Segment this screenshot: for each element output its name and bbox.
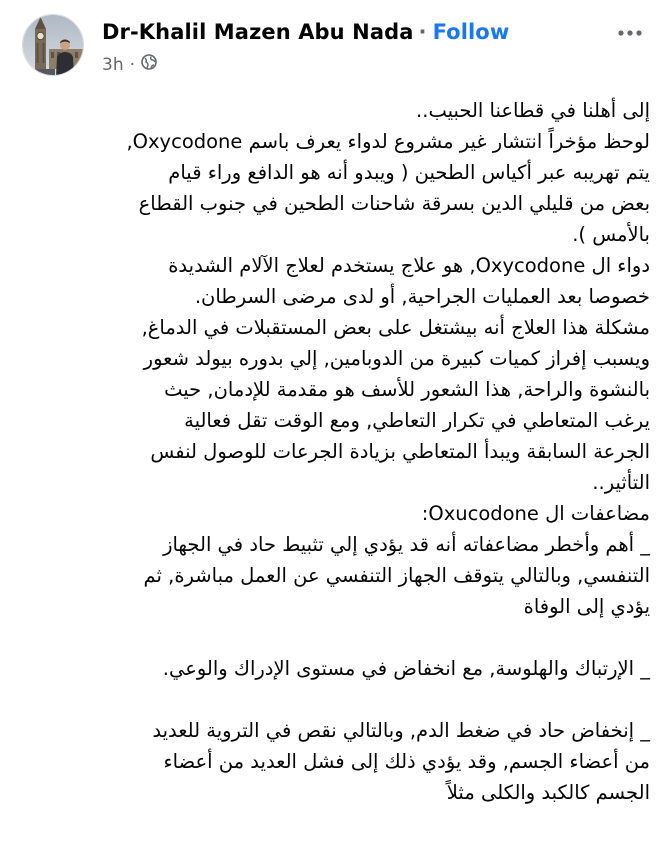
follow-button[interactable]: Follow xyxy=(432,20,510,44)
post-timestamp[interactable]: 3h xyxy=(102,54,124,75)
avatar[interactable] xyxy=(22,14,84,76)
post-line: من أعضاء الجسم, وقد يؤدي ذلك إلى فشل العديد من أعضاء xyxy=(163,750,650,773)
post-line: _ الإرتباك والهلوسة, مع انخفاض في مستوى الإدراك والوعي. xyxy=(162,657,650,680)
post-line: يؤدي إلى الوفاة xyxy=(523,595,650,618)
more-options-icon xyxy=(617,29,643,37)
post-blank-line xyxy=(22,622,650,653)
post-line: يتم تهريبه عبر أكياس الطحين ( ويبدو أنه هو الدافع وراء قيام xyxy=(168,161,650,184)
avatar-photo xyxy=(23,15,84,76)
separator-dot: · xyxy=(418,20,427,44)
post-line: بالنشوة والراحة, هذا الشعور للأسف هو مقدمة للإدمان, حيث xyxy=(164,378,650,401)
post-line: مشكلة هذا العلاج أنه بيشتغل على بعض المستقبلات في الدماغ, xyxy=(141,316,650,339)
post-line: إلى أهلنا في قطاعنا الحبيب.. xyxy=(416,99,650,122)
post-line: بالأمس ). xyxy=(572,223,650,246)
post-line: ويسبب إفراز كميات كبيرة من الدوبامين, إلي بدوره بيولد شعور xyxy=(143,347,650,370)
post-line: لوحظ مؤخراً انتشار غير مشروع لدواء يعرف باسم Oxycodone, xyxy=(126,130,650,153)
post-blank-line xyxy=(22,684,650,715)
post-text xyxy=(22,95,650,808)
meta-separator-dot: · xyxy=(129,54,135,75)
post-line: خصوصا بعد العمليات الجراحية, أو لدى مرضى السرطان. xyxy=(194,285,650,308)
post-line: التنفسي, وبالتالي يتوقف الجهاز التنفسي عن العمل مباشرة, ثم xyxy=(143,564,650,587)
post-line: بعض من قليلي الدين بسرقة شاحنات الطحين في جنوب القطاع xyxy=(138,192,650,215)
post-line: مضاعفات ال Oxucodone: xyxy=(421,502,650,525)
post-line: _ أهم وأخطر مضاعفاته أنه قد يؤدي إلي تثبيط حاد في الجهاز xyxy=(163,533,650,556)
post-line: _ إنخفاض حاد في ضغط الدم, وبالتالي نقص في التروية للعديد xyxy=(152,719,650,742)
post-line: التأثير.. xyxy=(592,471,650,494)
author-line xyxy=(102,20,509,44)
post-meta xyxy=(102,54,157,75)
globe-icon xyxy=(141,54,157,75)
post-header xyxy=(0,0,660,90)
post-line: دواء ال Oxycodone, هو علاج يستخدم لعلاج الآلام الشديدة xyxy=(168,254,650,277)
post-line: الجسم كالكبد والكلى مثلاً xyxy=(446,781,650,804)
post-line: الجرعة السابقة ويبدأ المتعاطي بزيادة الجرعات للوصول لنفس xyxy=(150,440,650,463)
more-options-button[interactable] xyxy=(614,22,646,44)
author-name[interactable]: Dr-Khalil Mazen Abu Nada xyxy=(102,20,414,44)
post-line: يرغب المتعاطي في تكرار التعاطي, ومع الوقت تقل فعالية xyxy=(184,409,650,432)
